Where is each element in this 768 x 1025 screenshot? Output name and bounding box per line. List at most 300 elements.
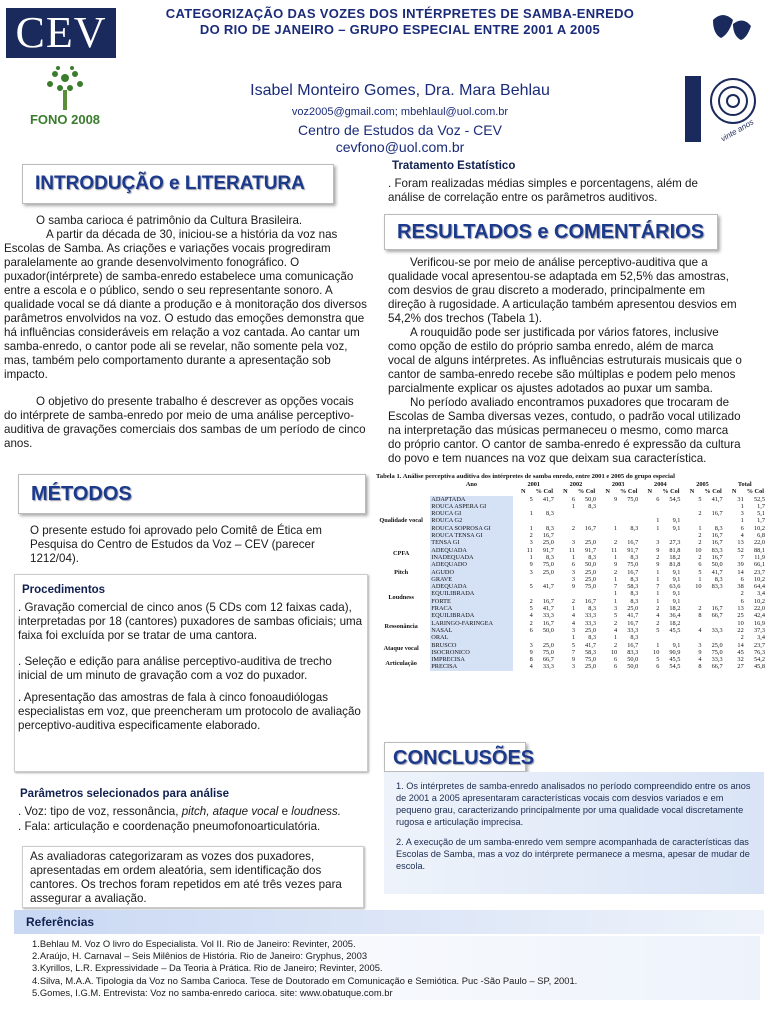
table-value: 25,0 — [542, 568, 554, 576]
table-value: 32 — [737, 656, 744, 664]
table-caption: Tabela 1. Análise perceptiva auditiva dos intérpretes de samba enredo, entre 2001 e 2005 do grupo especial — [376, 473, 675, 480]
table-value: 1 — [698, 575, 702, 583]
metodos-heading: MÉTODOS — [31, 483, 132, 505]
table-sub-header: N — [605, 488, 610, 496]
tabela-1 — [372, 472, 766, 671]
table-value: 2 — [698, 605, 702, 613]
table-value: 52 — [737, 546, 744, 554]
table-row-label: EQUILIBRADA — [430, 590, 512, 597]
table-value: 8,3 — [588, 605, 597, 613]
conclusao-2: 2. A execução de um samba-enredo vem sempre acompanhada de características das Escolas de Samba, mas a voz do intérprete permanece a mesma, apesar de mudar de escola. — [396, 837, 750, 871]
table-value: 3,4 — [757, 634, 765, 642]
table-row-label: BRUSCO — [430, 642, 512, 649]
table-value: 9,1 — [672, 597, 681, 605]
table-value: 45 — [737, 648, 744, 656]
table-value: 4 — [529, 612, 533, 620]
table-value: 8 — [698, 612, 702, 620]
table-value: 16,7 — [711, 539, 723, 547]
table-group-label: Pitch — [394, 568, 409, 576]
table-value: 50,0 — [542, 626, 554, 634]
procedimento-2: . Seleção e edição para análise perceptivo-auditiva de trecho inicial de um minuto de gravação com a voz do puxador. — [18, 655, 332, 682]
table-value: 23,7 — [753, 568, 765, 576]
intro-p3: O objetivo do presente trabalho é descrever as opções vocais do intérprete de samba-enredo por meio de uma análise perceptivo-auditiva de gravações comerciais dos sambas de um período de cinco anos. — [4, 395, 366, 450]
table-value: 3 — [571, 575, 575, 583]
table-value: 6 — [571, 561, 575, 569]
table-value: 9 — [571, 656, 575, 664]
table-header-sub — [372, 488, 766, 495]
table-value: 2 — [656, 553, 660, 561]
table-value — [618, 517, 639, 524]
table-value: 1 — [740, 502, 744, 510]
table-value: 27,3 — [669, 539, 681, 547]
table-year-header: 2004 — [654, 481, 667, 488]
table-value: 75,0 — [585, 656, 597, 664]
table-value: 2 — [529, 619, 533, 627]
table-value: 16,7 — [627, 568, 639, 576]
table-value: 91,7 — [585, 546, 597, 554]
table-value: 22 — [737, 626, 744, 634]
institution: Centro de Estudos da Voz - CEV — [298, 122, 502, 138]
table-value: 50,0 — [585, 561, 597, 569]
table-sub-header: % Col — [704, 488, 722, 496]
table-value: 75,0 — [585, 583, 597, 591]
table-value: 37,3 — [753, 626, 765, 634]
estatistico-text: . Foram realizadas médias simples e porcentagens, além de análise de correlação entre os parâmetros auditivos. — [388, 177, 698, 204]
table-value: 8,3 — [588, 634, 597, 642]
table-row — [372, 496, 766, 503]
table-value: 27 — [737, 663, 744, 671]
table-value: 13 — [737, 539, 744, 547]
table-value: 2 — [571, 597, 575, 605]
table-value: 45,8 — [753, 663, 765, 671]
table-row — [372, 620, 766, 627]
table-value: 1 — [656, 575, 660, 583]
table-value: 6 — [740, 597, 744, 605]
table-row-label: TENSA GI — [430, 539, 512, 546]
table-value — [618, 510, 639, 517]
table-value: 11 — [568, 546, 575, 554]
table-value: 8,3 — [546, 553, 554, 561]
intro-heading: INTRODUÇÃO e LITERATURA — [35, 173, 305, 194]
table-value — [681, 598, 702, 605]
table-row-label: ISOCRONICO — [430, 649, 512, 656]
table-value — [681, 634, 702, 641]
table-value: 41,7 — [542, 605, 554, 613]
table-value: 1 — [571, 605, 575, 613]
table-value: 8,3 — [630, 597, 639, 605]
table-sub-header: % Col — [620, 488, 638, 496]
table-value — [513, 634, 534, 641]
reference-item: 2.Araújo, H. Carnaval – Seis Milênios de História. Rio de Janeiro: Gryphus, 2003 — [32, 950, 368, 962]
table-value: 2 — [614, 539, 618, 547]
table-value — [576, 532, 597, 539]
table-value: 41,7 — [711, 495, 723, 503]
table-value — [703, 503, 724, 510]
table-value: 54,5 — [669, 495, 681, 503]
table-value: 4 — [614, 626, 618, 634]
table-value: 6 — [656, 495, 660, 503]
table-year-header: 2001 — [527, 481, 541, 488]
table-value: 41,7 — [542, 495, 554, 503]
table-row — [372, 532, 766, 539]
table-row-label: ROUCA TENSA GI — [430, 532, 512, 539]
table-value: 41,7 — [585, 641, 597, 649]
results-table — [372, 481, 766, 671]
conclusoes-heading: CONCLUSÕES — [393, 747, 535, 769]
table-value — [534, 503, 555, 510]
table-value: 1 — [529, 553, 533, 561]
table-value: 64,4 — [753, 583, 765, 591]
estatistico-title: Tratamento Estatístico — [392, 160, 516, 172]
table-value: 88,1 — [753, 546, 765, 554]
poster-header — [120, 6, 680, 155]
table-value — [513, 517, 534, 524]
resultados-heading: RESULTADOS e COMENTÁRIOS — [397, 221, 705, 243]
table-value: 4 — [571, 619, 575, 627]
table-value: 6 — [571, 495, 575, 503]
table-row — [372, 554, 766, 561]
table-value: 3 — [529, 539, 533, 547]
table-value: 33,3 — [627, 626, 639, 634]
table-value: 33,3 — [542, 612, 554, 620]
param-voz-italic: pitch, ataque vocal — [181, 805, 279, 818]
intro-p2b: Escolas de Samba. As criações e variações vocais progrediram paralelamente ao grande desenvolvimento fonográfico. O puxador(intérprete) de samba-enredo estabelece uma comunicação entre a escola e o público, sendo o seu representante sonoro. A qualidade vocal se dá diante a produção e à monitoração dos diversos parâmetros envolvidos na voz. O estudo das emoções demonstra que há influências consideráveis em relação a voz cantada. Ao cantar um samba-enredo, o cantor pode ali se revelar, não somente pela voz, mas, também pelo comportamento durante a apresentação sob impacto. — [4, 242, 367, 381]
table-value: 16,7 — [711, 532, 723, 540]
table-value: 9 — [571, 583, 575, 591]
table-value — [597, 510, 618, 517]
table-value: 4 — [571, 612, 575, 620]
table-value: 66,1 — [753, 561, 765, 569]
resultados-p2: A rouquidão pode ser justificada por vários fatores, inclusive como opção de estilo do próprio samba enredo, além de marca vocal de alguns intérpretes. As influências estruturais musicais que o cantor de samba-enredo recebe são múltiplas e podem pelo menos parcialmente explicar os ajustes adotados ao puxar um samba. — [388, 326, 742, 395]
table-value: 8,3 — [630, 634, 639, 642]
table-value: 33,3 — [585, 612, 597, 620]
table-value: 2 — [614, 641, 618, 649]
table-value: 9 — [656, 546, 660, 554]
table-value: 33,3 — [711, 626, 723, 634]
table-value — [681, 590, 702, 597]
etica-text: O presente estudo foi aprovado pelo Comitê de Ética em Pesquisa do Centro de Estudos da Voz – CEV (parecer 1212/04). — [30, 524, 322, 565]
table-value: 18,2 — [669, 553, 681, 561]
table-row — [372, 642, 766, 649]
procedimento-1: . Gravação comercial de cinco anos (5 CDs com 12 faixas cada), interpretadas por 18 (cantores) puxadores de sambas oficiais; uma faixa foi excluída por se tratar de uma cantora. — [18, 601, 363, 642]
procedimento-3: . Apresentação das amostras de fala à cinco fonoaudiólogas especialistas em voz, que preencheram um protocolo de avaliação perceptivo-auditiva especificamente elaborado. — [18, 691, 361, 732]
resultados-p3: No período avaliado encontramos puxadores que trocaram de Escolas de Samba diversas vezes, contudo, o padrão vocal utilizado na interpretação das músicas permaneceu o mesmo, como marca do próprio cantor. O cantor de samba-enredo é expressão da cultura do povo e tem nuances na voz que deixam sua característica. — [388, 396, 741, 465]
table-value: 14 — [737, 568, 744, 576]
table-value — [534, 517, 555, 524]
table-value — [576, 590, 597, 597]
intro-p1: O samba carioca é patrimônio da Cultura Brasileira. — [36, 214, 303, 227]
table-value: 16,7 — [542, 619, 554, 627]
table-value: 16,7 — [542, 532, 554, 540]
table-value: 1 — [614, 553, 618, 561]
table-value: 25,0 — [627, 605, 639, 613]
table-row-label: LARINGO-FARINGEA — [430, 620, 512, 627]
table-value: 10,2 — [753, 524, 765, 532]
table-value: 75,0 — [627, 495, 639, 503]
table-ano-label: Ano — [465, 481, 478, 488]
table-value: 75,0 — [542, 561, 554, 569]
table-value: 4 — [698, 656, 702, 664]
table-value: 16,7 — [542, 597, 554, 605]
table-value: 18,2 — [669, 619, 681, 627]
table-value: 33,3 — [542, 663, 554, 671]
param-voz-prefix: . Voz: tipo de voz, ressonância, — [18, 805, 182, 818]
table-group-label: Qualidade vocal — [379, 517, 423, 525]
table-value: 66,7 — [711, 663, 723, 671]
table-value: 9 — [656, 561, 660, 569]
table-row — [372, 576, 766, 583]
table-value — [681, 620, 702, 627]
table-value: 33,3 — [585, 619, 597, 627]
table-value — [597, 517, 618, 524]
table-value — [660, 510, 681, 517]
table-value: 9,1 — [672, 641, 681, 649]
table-value: 22,0 — [753, 539, 765, 547]
table-value: 90,9 — [669, 648, 681, 656]
table-value — [534, 590, 555, 597]
table-row — [372, 539, 766, 546]
table-value: 38 — [737, 583, 744, 591]
table-row — [372, 627, 766, 634]
table-value: 10 — [610, 648, 618, 656]
table-row-label: EQUILIBRADA — [430, 612, 512, 619]
table-value: 6 — [740, 524, 744, 532]
intro-text — [4, 214, 368, 451]
table-row-label: ADEQUADA — [430, 583, 512, 590]
table-row — [372, 590, 766, 597]
table-value — [639, 634, 660, 641]
table-sub-header: % Col — [535, 488, 553, 496]
table-value — [618, 503, 639, 510]
table-value: 42,4 — [753, 612, 765, 620]
table-value — [597, 503, 618, 510]
table-value: 8,3 — [588, 502, 597, 510]
table-value: 9,1 — [672, 517, 681, 525]
table-value: 2 — [740, 590, 744, 598]
table-value: 3,4 — [757, 590, 765, 598]
table-value: 3 — [529, 641, 533, 649]
table-value: 66,7 — [542, 656, 554, 664]
table-value: 81,8 — [669, 546, 681, 554]
table-value: 2 — [614, 568, 618, 576]
table-value: 22,0 — [753, 605, 765, 613]
conclusao-1: 1. Os intérpretes de samba-enredo analisados no período compreendido entre os anos de 2001 a 2005 apresentaram características vocais com desvios variados e em pequeno grau, caracterizando principalmente por uma qualidade vocal discretamente rugosa e articulação imprecisa. — [396, 781, 751, 827]
table-row — [372, 612, 766, 619]
table-sub-header: N — [689, 488, 695, 496]
table-value: 3 — [656, 539, 660, 547]
table-value — [703, 517, 724, 524]
table-value — [703, 620, 724, 627]
table-value: 1,7 — [757, 517, 765, 525]
table-value: 25,0 — [585, 568, 597, 576]
table-sub-header: % Col — [662, 488, 680, 496]
table-value: 9,1 — [672, 524, 681, 532]
table-value — [597, 532, 618, 539]
table-corner — [372, 481, 430, 488]
table-value: 2 — [571, 524, 575, 532]
table-value — [555, 510, 576, 517]
table-row — [372, 547, 766, 554]
table-value: 8,3 — [546, 524, 554, 532]
table-value: 6 — [614, 663, 618, 671]
table-value: 10 — [737, 619, 744, 627]
table-value — [660, 532, 681, 539]
reference-item: 5.Gomes, I.G.M. Entrevista: Voz no samba-enredo carioca. site: www.obatuque.com.br — [32, 986, 393, 998]
table-value — [618, 532, 639, 539]
table-value: 41,7 — [711, 568, 723, 576]
table-year-header: 2003 — [611, 481, 625, 488]
referencias-heading: Referências — [26, 915, 95, 929]
table-row — [372, 503, 766, 510]
table-value: 8,3 — [588, 553, 597, 561]
table-sub-header: N — [647, 488, 653, 496]
table-corner — [372, 488, 430, 495]
table-value: 4 — [529, 663, 533, 671]
table-value — [513, 576, 534, 583]
resultados-p1: Verificou-se por meio de análise perceptivo-auditiva que a qualidade vocal apresentou-se adaptada em 52,5% das amostras, com desvios de grau discreto a moderado, principalmente em direção à rugosidade. A articulação também apresentou desvios em 54,2% dos trechos (Tabela 1). — [388, 256, 737, 325]
table-value: 11 — [526, 546, 533, 554]
table-value: 2 — [698, 553, 702, 561]
table-value — [660, 634, 681, 641]
table-value: 2 — [698, 539, 702, 547]
table-value: 1 — [740, 517, 744, 525]
table-value: 50,0 — [711, 561, 723, 569]
table-value: 8,3 — [630, 553, 639, 561]
table-value: 3 — [740, 510, 744, 518]
table-row-label: FORTE — [430, 598, 512, 605]
table-value: 5 — [529, 495, 533, 503]
parametros-voz — [18, 805, 364, 819]
table-value — [639, 503, 660, 510]
table-year-header: 2005 — [696, 481, 709, 488]
table-row — [372, 598, 766, 605]
table-value: 39 — [737, 561, 744, 569]
table-value: 16,7 — [627, 619, 639, 627]
table-value: 3 — [571, 568, 575, 576]
table-value: 1 — [614, 597, 618, 605]
table-value: 45,5 — [669, 656, 681, 664]
table-value: 33,3 — [711, 656, 723, 664]
metodos-heading-box — [18, 474, 366, 514]
table-row-label: IMPRECISA — [430, 656, 512, 663]
resultados-text — [388, 256, 742, 466]
table-row — [372, 656, 766, 663]
table-value: 76,3 — [753, 648, 765, 656]
institution-email: cevfono@uol.com.br — [335, 139, 465, 155]
table-value: 23,7 — [753, 641, 765, 649]
table-value: 1 — [529, 510, 533, 518]
table-value: 4 — [698, 626, 702, 634]
table-row — [372, 510, 766, 517]
table-value: 16,7 — [627, 641, 639, 649]
table-value: 9,1 — [672, 575, 681, 583]
table-value: 2 — [529, 597, 533, 605]
table-value: 3 — [614, 605, 618, 613]
table-value: 5 — [571, 641, 575, 649]
table-sub-header: N — [563, 488, 568, 496]
table-value: 1 — [571, 553, 575, 561]
title-line-2: DO RIO DE JANEIRO – GRUPO ESPECIAL ENTRE 2001 A 2005 — [199, 22, 601, 37]
table-value — [576, 510, 597, 517]
table-row-label: NASAL — [430, 627, 512, 634]
table-value — [534, 634, 555, 641]
table-value: 7 — [614, 583, 618, 591]
table-value: 50,0 — [627, 656, 639, 664]
table-value: 2 — [529, 532, 533, 540]
table-row — [372, 569, 766, 576]
table-value: 3 — [571, 626, 575, 634]
table-value — [703, 634, 724, 641]
table-value: 16,7 — [585, 524, 597, 532]
table-corner — [430, 488, 512, 495]
table-value: 11,9 — [754, 553, 765, 561]
intro-p2a: A partir da década de 30, iniciou-se a história da voz nas — [46, 228, 338, 241]
table-value: 3 — [529, 568, 533, 576]
table-value: 52,5 — [753, 495, 765, 503]
table-value: 16,7 — [585, 597, 597, 605]
table-group-label: Ataque vocal — [383, 645, 419, 653]
table-value: 10 — [695, 546, 702, 554]
vinte-anos-text: vinte anos — [719, 117, 756, 144]
title-line-1: CATEGORIZAÇÃO DAS VOZES DOS INTÉRPRETES DE SAMBA-ENREDO — [165, 6, 635, 21]
table-value: 5 — [529, 583, 533, 591]
table-value: 91,7 — [542, 546, 554, 554]
table-value: 7 — [656, 583, 660, 591]
table-value: 7 — [571, 648, 575, 656]
table-value: 50,0 — [585, 495, 597, 503]
table-value: 10 — [653, 648, 660, 656]
table-row-label: ROUCA GI — [430, 510, 512, 517]
table-group-label: CPFA — [392, 550, 410, 558]
table-value: 10 — [695, 583, 702, 591]
cev-logo: CEV — [6, 8, 116, 58]
table-value: 3 — [571, 663, 575, 671]
table-value: 8,3 — [714, 575, 723, 583]
table-row — [372, 517, 766, 524]
reference-item: 4.Silva, M.A.A. Tipologia da Voz no Samba Carioca. Tese de Doutorado em Comunicação e Semiótica. Puc -São Paulo – SP, 2001. — [32, 974, 578, 986]
table-value: 5 — [698, 568, 702, 576]
table-value: 91,7 — [627, 546, 639, 554]
table-row-label: ROUCA SOPROSA GI — [430, 525, 512, 532]
table-value: 50,0 — [627, 663, 639, 671]
table-row-label: ADEQUADO — [430, 561, 512, 568]
table-row-label: ROUCA ASPERA GI — [430, 503, 512, 510]
table-value: 9 — [614, 561, 618, 569]
table-value: 1 — [614, 524, 618, 532]
table-value: 58,3 — [585, 648, 597, 656]
table-sub-header: % Col — [577, 488, 596, 496]
parametros-title: Parâmetros selecionados para análise — [20, 788, 230, 800]
table-value — [534, 576, 555, 583]
table-value: 5 — [614, 612, 618, 620]
table-value: 3 — [571, 539, 575, 547]
table-value: 2 — [698, 510, 702, 518]
table-value: 10,2 — [753, 597, 765, 605]
table-value: 41,7 — [627, 612, 639, 620]
referencias-list — [24, 936, 760, 1000]
table-value: 25,0 — [542, 641, 554, 649]
table-value: 8 — [698, 663, 702, 671]
table-value: 2 — [614, 619, 618, 627]
table-value: 8,3 — [630, 590, 639, 598]
table-row-label: PRECISA — [430, 663, 512, 670]
table-value: 75,0 — [627, 561, 639, 569]
table-value: 16,9 — [753, 619, 765, 627]
table-value — [639, 532, 660, 539]
table-value: 6 — [614, 656, 618, 664]
table-value: 1 — [656, 517, 660, 525]
table-header-years — [372, 481, 766, 488]
